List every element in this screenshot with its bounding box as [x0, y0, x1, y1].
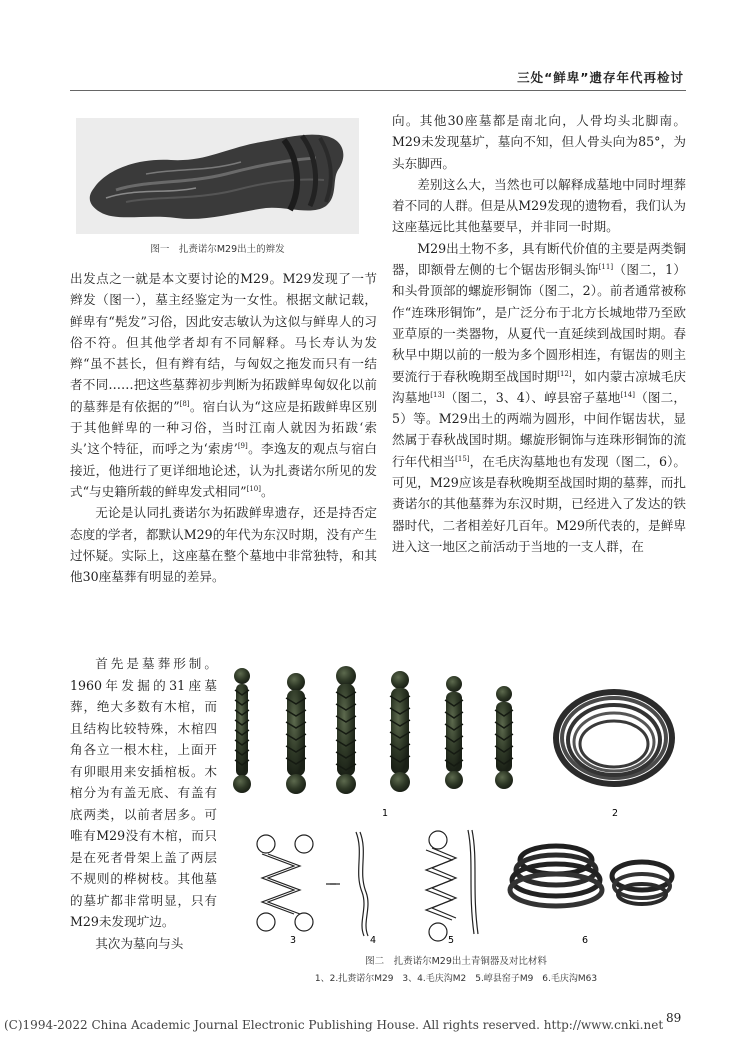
- ornament-drawing-4: [330, 832, 368, 936]
- figure2-caption: 图二 扎赉诺尔M29出土青铜器及对比材料: [365, 956, 547, 967]
- paragraph-difference: 差别这么大，当然也可以解释成墓地中同时埋葬着不同的人群。但是从M29发现的遗物看，我们认为这座墓远比其他墓要早，并非同一时期。: [392, 176, 686, 235]
- figure1-photo: [76, 118, 359, 234]
- citation-8: [8]: [179, 399, 190, 408]
- citation-13: [13]: [430, 390, 445, 399]
- left-column: [70, 268, 377, 587]
- figure2-plate: [226, 660, 686, 946]
- citation-14: [14]: [620, 390, 635, 399]
- panel-label-3: 3: [290, 935, 297, 946]
- citation-11: [11]: [598, 262, 614, 271]
- ornament-drawing-3: [257, 835, 336, 931]
- braid-photo-illustration: [76, 118, 359, 234]
- right-column: [392, 110, 686, 557]
- panel-label-2: 2: [612, 808, 619, 819]
- spiral-bronze-coil-photo: [556, 692, 672, 784]
- panel-label-1: 1: [382, 808, 389, 819]
- running-header: 三处“鲜卑”遗存年代再检讨: [517, 70, 684, 85]
- paragraph-bronzes: M29出土物不多，具有断代价值的主要是两类铜器，即额骨左侧的七个锯齿形铜头饰[11]（图二，1）和头骨顶部的螺旋形铜饰（图二，2）。前者通常被称作“连珠形铜饰”，是广泛分布于北方长城地带乃至欧亚草原的一类器物，从夏代一直延续到战国时期。春秋早中期以前的一般为多个圆形相连，有锯齿的则主要流行于春秋晚期至战国时期[12]，如内蒙古凉城毛庆沟墓地[13]（图二，3、4）、崞县窑子墓地[14]（图二，5）等。M29出土的两端为圆形，中间作锯齿状，显然属于春秋战国时期。螺旋形铜饰与连珠形铜饰的流行年代相当[15]，在毛庆沟墓地也有发现（图二，6）。可见，M29应该是春秋晚期至战国时期的墓葬，而扎赉诺尔的其他墓葬为东汉时期，已经进入了发达的铁器时代，二者相差好几百年。M29所代表的，是鲜卑进入这一地区之前活动于当地的一支人群，在: [392, 240, 687, 554]
- citation-10: [10]: [246, 484, 261, 493]
- panel-label-5: 5: [448, 935, 455, 946]
- paragraph-tomb-form: 首先是墓葬形制。1960年发掘的31座墓葬，绝大多数有木棺，而且结构比较特殊，木棺四角各立一根木柱，上面开有卯眼用来安插棺板。木棺分为有盖无底、有盖有底两类，以前者居多。可唯有M29没有木棺，而只是在死者骨架上盖了两层不规则的桦树枝。其他墓的墓圹都非常明显，只有M29未发现圹边。: [70, 656, 217, 929]
- serrated-bronze-ornaments-photo: [233, 666, 513, 794]
- citation-9: [9]: [237, 442, 248, 451]
- citation-12: [12]: [557, 369, 572, 378]
- paragraph-orientation-start: 其次为墓向与头: [95, 935, 184, 951]
- figure2-sources: 1、2.扎赉诺尔M29 3、4.毛庆沟M2 5.崞县窑子M9 6.毛庆沟M63: [314, 974, 598, 984]
- paragraph-orientation: 向。其他30座墓都是南北向，人骨均头北脚南。M29未发现墓圹，墓向不知，但人骨头向为85°，为头东脚西。: [392, 113, 686, 171]
- ornament-drawing-5: [426, 830, 478, 941]
- panel-label-6: 6: [582, 935, 589, 946]
- copyright-footer: (C)1994-2022 China Academic Journal Electronic Publishing House. All rights reserved. http://www.cnki.net: [4, 1018, 664, 1032]
- figure1-caption: 图一 扎赉诺尔M29出土的辫发: [150, 244, 285, 255]
- panel-label-4: 4: [370, 935, 377, 946]
- header-rule: [70, 90, 686, 91]
- citation-15: [15]: [455, 454, 470, 463]
- paragraph-braid: 出发点之一就是本文要讨论的M29。M29发现了一节辫发（图一），墓主经鉴定为一女性。根据文献记载，鲜卑有“髡发”习俗，因此安志敏认为这似与鲜卑人的习俗不符。但其他学者却有不同解释。马长寿认为发辫“虽不甚长，但有辫有结，与匈奴之拖发而只有一结者不同……把这些墓葬初步判断为拓跋鲜卑匈奴化以前的墓葬是有依据的”[8]。宿白认为“这应是拓跋鲜卑区别于其他鲜卑的一种习俗，当时江南人就因为拓跋‘索头’这个特征，而呼之为‘索虏’[9]。李逸友的观点与宿白接近，他进行了更详细地论述，认为扎赉诺尔所见的发式“与史籍所载的鲜卑发式相同”[10]。: [70, 271, 378, 499]
- paragraph-dating: 无论是认同扎赉诺尔为拓跋鲜卑遗存，还是持否定态度的学者，都默认M29的年代为东汉时期，没有产生过怀疑。实际上，这座墓在整个墓地中非常独特，和其他30座墓葬有明显的差异。: [70, 505, 377, 585]
- narrow-column: [70, 653, 217, 954]
- spiral-coils-photo-6: [510, 846, 672, 906]
- bronze-artifacts-illustration: [226, 660, 686, 946]
- page-number: 89: [666, 1011, 682, 1025]
